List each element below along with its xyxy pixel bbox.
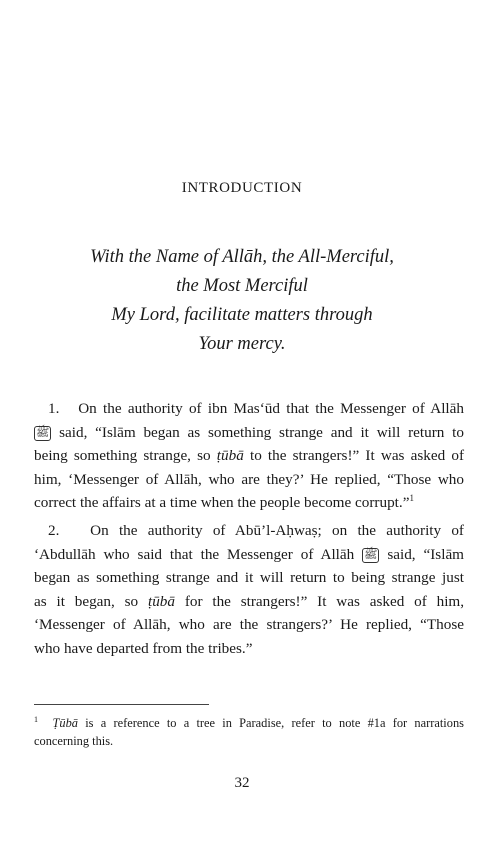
- italic-term: ṭūbā: [216, 447, 244, 465]
- footnote-term: Ṭūbā: [52, 716, 78, 730]
- footnote-line: [34, 714, 464, 732]
- paragraph-line: [34, 543, 464, 567]
- hadith-paragraph-1: [34, 397, 464, 515]
- text-run: said, “Islām began as something strange and it will return to: [59, 423, 464, 441]
- invocation-line: Your mercy.: [198, 334, 286, 354]
- paragraph-line: [34, 491, 464, 515]
- text-run: ‘Abdullāh who said that the Messenger of Allāh: [34, 545, 355, 563]
- italic-term: ṭūbā: [147, 592, 175, 610]
- text-run: correct the affairs at a time when the people become corrupt.”: [34, 494, 410, 512]
- text-run: On the authority of Abū’l-Aḥwaṣ; on the authority of: [90, 522, 464, 539]
- paragraph-line: [34, 421, 464, 445]
- text-run: said, “Islām: [387, 545, 464, 563]
- salawat-icon: ﷺ: [364, 548, 378, 561]
- paragraph-line: began as something strange and it will return to being strange just: [34, 569, 464, 587]
- text-run: to the strangers!” It was asked of: [249, 447, 464, 465]
- hadith-number: 2.: [48, 522, 60, 539]
- page-number: 32: [234, 775, 250, 791]
- paragraph-line: [34, 444, 464, 468]
- text-run: being something strange, so: [34, 447, 211, 465]
- invocation: [40, 243, 444, 359]
- paragraph-line: ‘Messenger of Allāh, who are the strangers?’ He replied, “Those: [34, 616, 464, 634]
- hadith-number: 1.: [48, 400, 60, 417]
- paragraph-line: [34, 519, 464, 543]
- text-run: On the authority of ibn Mas‘ūd that the Messenger of Allāh: [78, 400, 464, 417]
- text-run: for the strangers!” It was asked of him,: [184, 592, 465, 610]
- salawat-icon: ﷺ: [36, 426, 50, 439]
- invocation-line: With the Name of Allāh, the All-Merciful,: [90, 247, 394, 267]
- text-run: is a reference to a tree in Paradise, refer to note #1a for narrations: [85, 716, 464, 730]
- paragraph-line: him, ‘Messenger of Allāh, who are they?’ He replied, “Those who: [34, 470, 464, 488]
- chapter-heading: INTRODUCTION: [181, 180, 303, 196]
- invocation-line: the Most Merciful: [176, 276, 308, 296]
- invocation-line: My Lord, facilitate matters through: [111, 305, 373, 325]
- paragraph-line: [34, 590, 464, 614]
- text-run: as it began, so: [34, 592, 139, 610]
- footnote-ref[interactable]: 1: [409, 493, 414, 504]
- hadith-paragraph-2: [34, 519, 464, 661]
- paragraph-line: who have departed from the tribes.”: [34, 639, 253, 657]
- footnote-line: concerning this.: [34, 734, 114, 748]
- paragraph-line: [34, 397, 464, 421]
- footnote: [34, 714, 464, 750]
- footnote-marker: 1: [34, 715, 38, 724]
- footnote-divider: [34, 704, 209, 705]
